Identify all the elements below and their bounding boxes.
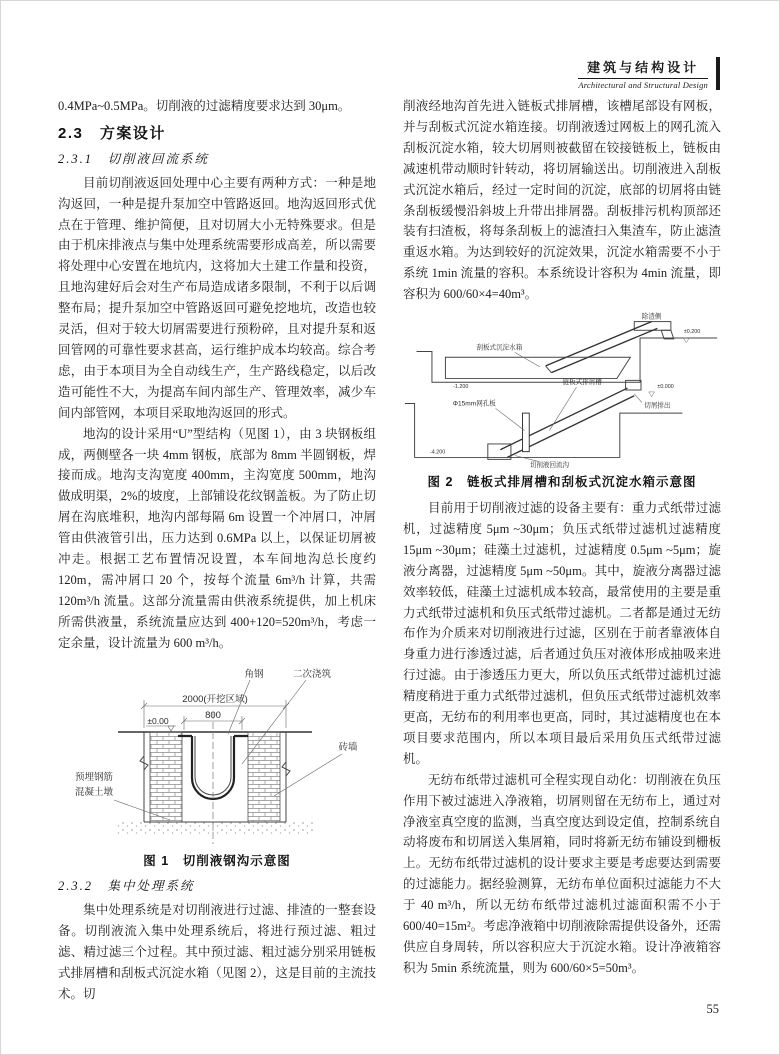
fig1-label-brick-wall: 砖墙 [338,741,358,753]
paragraph-automation: 无纺布纸带过滤机可全程实现自动化：切削液在负压作用下被过滤进入净液箱，切屑则留在无纺布上，通过对净液室真空度的监测，当真空度达到设定值，控制系统自动将废布和切屑送入集屑箱，同时将新无纺布铺设到栅板上。无纺布纸带过滤机的设计要求主要是考虑要达到需要的过滤能力。据经验测算，无纺布单位面积过滤能力不大于 40 m³/h，所以无纺布纸带过滤机过滤面积需不小于 600/40=15m²。考虑净液箱中切削液除需提供设备外，还需供应自身周转，所以容积应大于沉淀水箱。设计净液箱容积为 5min 系统流量，则为 600/60×5=50m³。 [403,772,721,975]
fig2-lower-pit [405,404,682,458]
journal-badge [578,57,720,90]
fig1-callouts [75,668,358,820]
fig1-structure [116,709,314,844]
figure-2-diagram [403,311,721,469]
fig2-lower-assembly [405,377,682,469]
fig1-label-angle-steel: 角钢 [244,668,264,680]
subsection-heading-2-3-2: 2.3.2 集中处理系统 [58,879,195,894]
fig1-dim-800: 800 [205,709,221,721]
fig2-scraper-tank [445,357,630,378]
fig2-label-scraper-tank: 刮板式沉淀水箱 [476,344,523,352]
page-number: 55 [706,1002,719,1016]
journal-header [578,57,720,90]
paragraph-chain-plate: 削液经地沟首先进入链板式排屑槽，该槽尾部设有网板，并与刮板式沉淀水箱连接。切削液透过网板上的网孔流入刮板沉淀水箱，较大切屑则被截留在铰接链板上，链板由减速机带动顺时针转动，将切屑输送出。切削液进入刮板式沉淀水箱后，经过一定时间的沉淀，底部的切屑将由链条刮板缓慢沿斜坡上升带出排屑器。刮板排污机构顶部还装有扫渣板，将每条刮板上的滤渣扫入集渣车，防止滤渣重返水箱。为达到较好的沉淀效果，沉淀水箱需要不小于系统 1min 流量的容积。本系统设计容积为 4min 流量，即容积为 600/60×4=40m³。 [403,99,721,302]
fig1-soil-band [116,822,314,836]
fig1-elev-ground: ±0.00 [147,715,169,726]
fig2-elev-discharge: ±0.200 [683,329,701,336]
fig2-label-slag-side: 除渣侧 [641,313,662,321]
fig2-mesh-plate [523,413,530,452]
article-body [58,96,722,1005]
journal-title-cn: 建筑与结构设计 [587,60,700,75]
column-left [58,96,376,1005]
figure-2-caption: 图 2 链板式排屑槽和刮板式沉淀水箱示意图 [427,475,697,490]
fig1-dimensions [141,693,289,731]
fig2-label-return-ditch: 切削液回流沟 [529,462,570,470]
header-rule [578,78,708,79]
fig2-elev-lower-pit: -4.200 [430,449,446,456]
fig1-dim-2000: 2000(开挖区域) [182,693,248,705]
fig2-label-chip-discharge: 切屑排出 [644,402,671,410]
fig1-label-secondary-pouring: 二次浇筑 [292,668,332,680]
figure-1-diagram [58,660,376,848]
paragraph-central-system: 集中处理系统是对切削液进行过滤、排渣的一整套设备。切削液流入集中处理系统后，将进行预过滤、粗过滤、精过滤三个过程。其中预过滤、粗过滤分别采用链板式排屑槽和刮板式沉淀水箱（见图 2），这是目前的主流技术。切 [58,903,376,1001]
figure-1-caption: 图 1 切削液钢沟示意图 [143,853,291,868]
fig2-elev-chip-out: ±0.000 [657,384,674,391]
fig1-brick-wall-right [248,732,280,822]
column-right [403,96,721,1005]
journal-title-en: Architectural and Structural Design [578,80,708,90]
paragraph-continuation: 0.4MPa~0.5MPa。切削液的过滤精度要求达到 30μm。 [58,99,351,113]
fig2-label-mesh-plate: Φ15mm网孔板 [452,400,496,408]
fig2-upper-pit [417,338,718,382]
fig1-label-pier-line2: 混凝土墩 [74,786,114,798]
fig1-label-pier-line1: 预埋钢筋 [74,771,114,783]
fig2-label-chain-trough: 链板式排屑槽 [562,379,602,387]
section-heading-2-3: 2.3 方案设计 [58,124,166,142]
figure-1 [58,660,376,848]
subsection-heading-2-3-1: 2.3.1 切削液回流系统 [58,151,210,166]
paragraph-return-methods: 目前切削液返回处理中心主要有两种方式：一种是地沟返回，一种是提升泵加空中管路返回。地沟返回形式优点在于管理、维护简便，且对切屑大小无特殊要求。但是由于机床排液点与集中处理系统需要形成高差，所以需要将处理中心安置在地坑内，这将加大土建工作量和投资，且地沟建好后会对生产布局造成诸多限制，不利于以后调整布局；提升泵加空中管路返回可避免挖地坑，改造也较灵活，但对于较大切屑需要进行预粉碎，且对提升泵和返回管网的可靠性要求甚高，运行维护成本均较高。综合考虑，由于本项目为全自动线生产，生产路线稳定，以后改造可能性不大，为提高车间内部生产、管理效率，减少车间内部管网，本项目采取地沟返回的形式。 [58,175,376,420]
figure-2 [403,311,721,469]
paragraph-ditch-design: 地沟的设计采用“U”型结构（见图 1），由 3 块钢板组成，两侧壁各一块 4mm 钢板，底部为 8mm 半圆钢板，焊接而成。地沟支沟宽度 400mm，主沟宽度 500mm，地沟做成明渠，2%的坡度，上部铺设花纹钢盖板。为了防止切屑在沟底堆积，地沟内部每隔 6m 设置一个冲屑口，冲屑管由供液管引出，压力达到 0.6MPa 以上，以保证切屑被冲走。根据工艺布置情况设置，本车间地沟总长度约 120m，需冲屑口 20 个，按每个流量 6m³/h 计算，共需 120m³/h 流量。这部分流量需由供液系统提供，加上机床所需供液量，系统流量应达到 400+120=520m³/h，考虑一定余量，设计流量为 600 m³/h。 [58,426,376,650]
fig2-elev-tank-pit: -1.200 [453,384,469,391]
fig1-brick-wall-left [150,732,182,822]
paragraph-filter-equipment: 目前用于切削液过滤的设备主要有：重力式纸带过滤机，过滤精度 5μm ~30μm；负压式纸带过滤机过滤精度 15μm ~30μm；硅藻土过滤机，过滤精度 0.5μm ~5μm；旋液分离器，过滤精度 5μm ~50μm。其中，旋液分离器过滤效率较低，硅藻土过滤机成本较高，最常使用的主要是重力式纸带过滤机和负压式纸带过滤机。二者都是通过无纺布作为介质来对切削液进行过滤，区别在于前者靠液体自身重力进行渗透过滤，后者通过负压对液体形成抽吸来进行过滤。由于渗透压力更大，所以负压式纸带过滤机过滤精度稍进于重力式纸带过滤机，但负压式纸带过滤机效率更高，无纺布的利用率也更高，同时，其过滤精度也在本项目要求范围内，所以本项目最后采用负压式纸带过滤机。 [403,500,721,766]
